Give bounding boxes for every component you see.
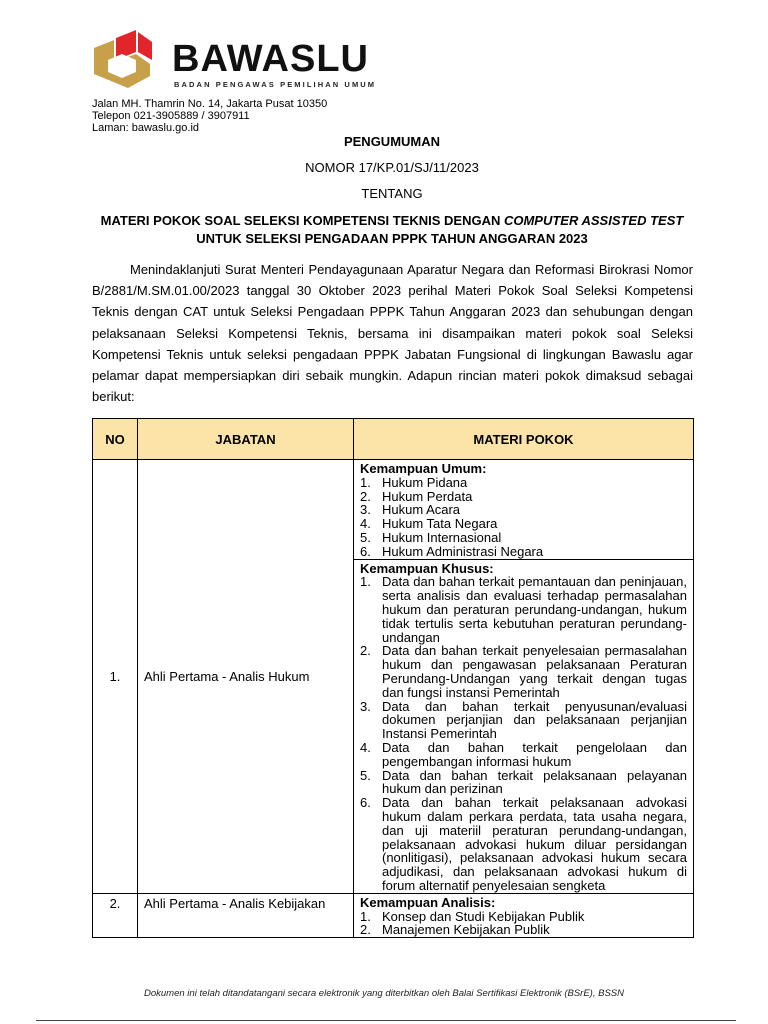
list-item-number: 5. [360,767,371,783]
header-no: NO [93,419,138,460]
list-item-text: Data dan bahan terkait pengelolaan dan pengembangan informasi hukum [382,739,687,769]
list-item [360,923,687,937]
list-item-text: Hukum Internasional [382,529,502,545]
row-materi [354,893,694,937]
list-item-text: Data dan bahan terkait pelaksanaan advokasi hukum dalam perkara perdata, tata usaha negara, dan uji materiil peraturan perundang-undangan, pelaksanaan advokasi hukum diluar persidangan (nonlitigasi), pelaksanaan advokasi hukum secara adjudikasi, dan pelaksanaan advokasi hukum di forum alternatif penyelesaian sengketa [382,795,687,893]
list-item [360,796,687,893]
list-item [360,575,687,644]
table-header-row [93,419,694,460]
kemampuan-analisis-section [354,894,693,937]
logo-name: BAWASLU [172,38,369,80]
materi-pokok-table [92,418,694,938]
announcement-subject [92,212,692,248]
list-item [360,503,687,517]
row-jabatan: Ahli Pertama - Analis Hukum [138,460,354,894]
kemampuan-analisis-title: Kemampuan Analisis: [360,894,496,910]
list-item-number: 6. [360,543,371,559]
kemampuan-umum-section [354,460,693,559]
announcement-about: TENTANG [361,186,423,201]
list-item [360,741,687,769]
list-item-number: 3. [360,698,371,714]
row-no: 2. [93,893,138,937]
list-item-text: Data dan bahan terkait pelaksanaan pelayanan hukum dan perizinan [382,767,687,797]
list-item-number: 4. [360,739,371,755]
list-item-text: Konsep dan Studi Kebijakan Publik [382,908,585,924]
header-materi: MATERI POKOK [354,419,694,460]
list-item-text: Hukum Perdata [382,488,473,504]
bawaslu-logo [92,30,392,90]
address-phone: Telepon 021-3905889 / 3907911 [92,110,250,122]
list-item-text: Hukum Tata Negara [382,516,498,532]
subject-part-1: MATERI POKOK SOAL SELEKSI KOMPETENSI TEKNIS DENGAN [100,213,504,228]
list-item-number: 1. [360,574,371,590]
list-item-number: 2. [360,488,371,504]
announcement-heading: PENGUMUMAN [343,134,441,149]
row-jabatan: Ahli Pertama - Analis Kebijakan [138,893,354,937]
list-item-number: 4. [360,516,371,532]
kemampuan-umum-list [360,476,687,559]
kemampuan-khusus-title: Kemampuan Khusus: [360,560,494,576]
list-item [360,644,687,699]
list-item-text: Data dan bahan terkait penyelesaian permasalahan hukum dan pengawasan pelaksanaan Peraturan Perundang-Undangan yang terkait dengan tugas dan fungsi instansi Pemerintah [382,643,687,700]
address-street: Jalan MH. Thamrin No. 14, Jakarta Pusat 10350 [92,98,328,110]
list-item-number: 3. [360,502,371,518]
bawaslu-emblem-icon [92,30,164,92]
list-item [360,517,687,531]
address-block [92,98,327,134]
footer-divider [36,1020,736,1021]
row-materi [354,460,694,894]
list-item-text: Hukum Pidana [382,474,468,490]
kemampuan-khusus-section [354,559,693,893]
list-item-number: 2. [360,643,371,659]
kemampuan-khusus-list [360,575,687,892]
logo-subtitle: BADAN PENGAWAS PEMILIHAN UMUM [174,80,377,89]
header-jabatan: JABATAN [138,419,354,460]
address-website: Laman: bawaslu.go.id [92,122,200,134]
list-item-text: Data dan bahan terkait penyusunan/evaluasi dokumen perjanjian dan pelaksanaan perjanjian Instansi Pemerintah [382,698,687,742]
table-row [93,893,694,937]
list-item [360,700,687,741]
kemampuan-analisis-list [360,910,687,938]
list-item [360,910,687,924]
announcement-number: NOMOR 17/KP.01/SJ/11/2023 [305,160,479,175]
list-item [360,545,687,559]
subject-italic: COMPUTER ASSISTED TEST [503,213,684,228]
list-item-text: Hukum Acara [382,502,461,518]
intro-paragraph: Menindaklanjuti Surat Menteri Pendayagunaan Aparatur Negara dan Reformasi Birokrasi Nomor B/2881/M.SM.01.00/2023 tanggal 30 Oktober 2023 perihal Materi Pokok Soal Seleksi Kompetensi Teknis dengan CAT untuk Seleksi Pengadaan PPPK Tahun Anggaran 2023 dan sehubungan dengan pelaksanaan Seleksi Kompetensi Teknis, bersama ini disampaikan materi pokok soal Seleksi Kompetensi Teknis untuk seleksi pengadaan PPPK Jabatan Fungsional di lingkungan Bawaslu agar pelamar dapat mempersiapkan diri sebaik mungkin. Adapun rincian materi pokok dimaksud sebagai berikut: [92,262,693,405]
row-no: 1. [93,460,138,894]
list-item-number: 1. [360,474,371,490]
list-item-number: 1. [360,908,371,924]
table-row [93,460,694,894]
list-item [360,490,687,504]
list-item [360,476,687,490]
list-item-number: 2. [360,922,371,938]
list-item-text: Data dan bahan terkait pemantauan dan peninjauan, serta analisis dan evaluasi terhadap permasalahan hukum dan peraturan perundang-undangan, hukum tidak tertulis serta kebutuhan peraturan perundang-undangan [382,574,687,645]
esign-footer-note: Dokumen ini telah ditandatangani secara elektronik yang diterbitkan oleh Balai Sertifikasi Elektronik (BSrE), BSSN [144,988,624,999]
list-item [360,531,687,545]
list-item [360,769,687,797]
list-item-text: Hukum Administrasi Negara [382,543,544,559]
subject-part-2: UNTUK SELEKSI PENGADAAN PPPK TAHUN ANGGARAN 2023 [196,231,588,246]
list-item-number: 6. [360,795,371,811]
list-item-number: 5. [360,529,371,545]
kemampuan-umum-title: Kemampuan Umum: [360,461,487,476]
list-item-text: Manajemen Kebijakan Publik [382,922,550,938]
